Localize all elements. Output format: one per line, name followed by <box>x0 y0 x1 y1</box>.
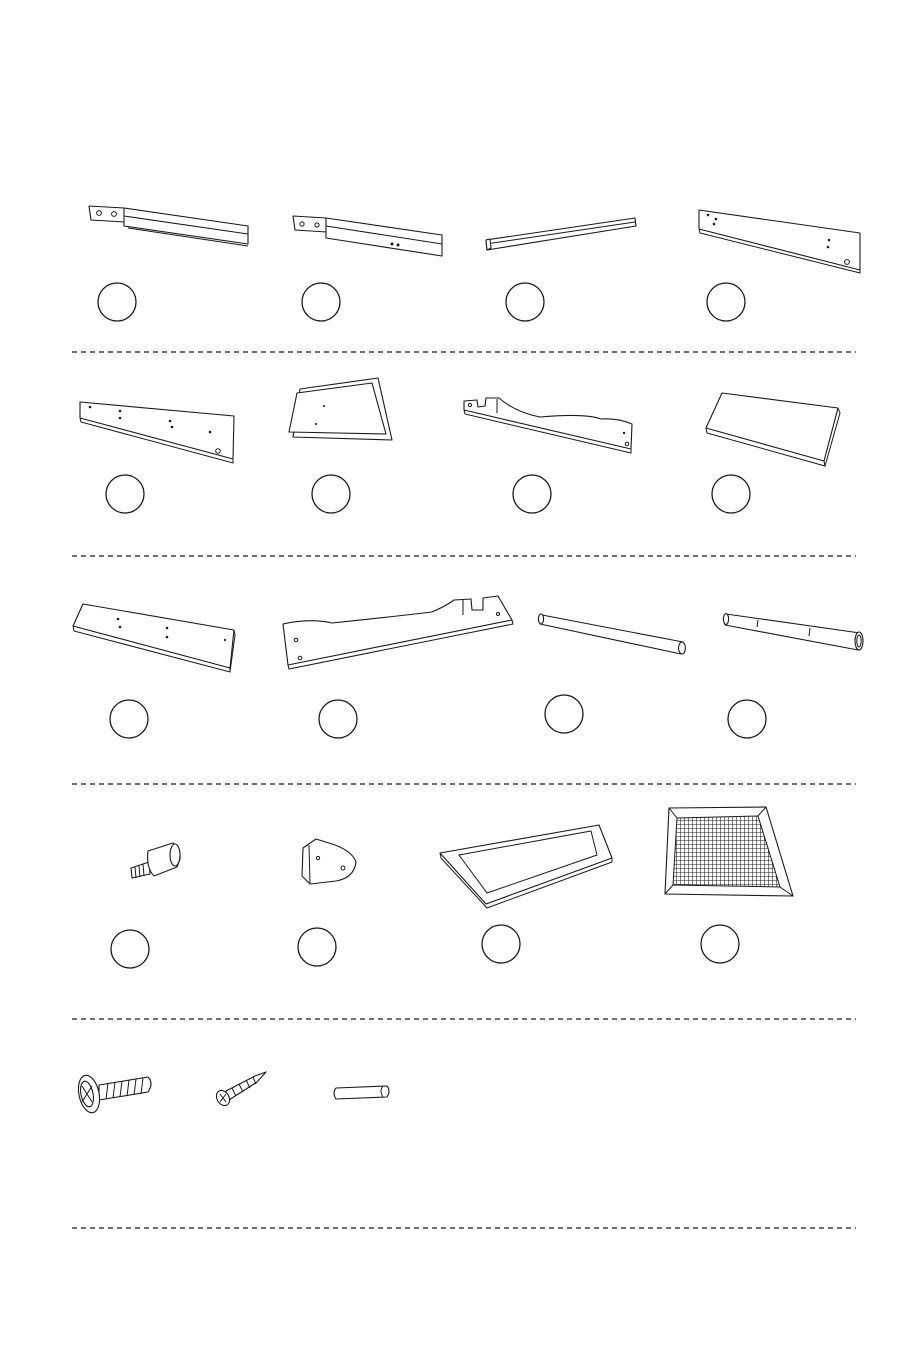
part-c-square-bar <box>486 218 636 250</box>
badge-14 <box>298 928 336 966</box>
part-m-threaded-foot <box>131 843 180 878</box>
part-k-round-tube <box>538 614 685 654</box>
badge-8 <box>712 475 750 513</box>
badge-4 <box>707 283 745 321</box>
part-h-board <box>706 393 840 466</box>
badge-1 <box>98 283 136 321</box>
part-f-flat-sheet <box>289 378 392 440</box>
badge-10 <box>319 700 357 738</box>
badge-6 <box>312 475 350 513</box>
part-p-mesh-screen <box>665 807 793 896</box>
part-a-rail-with-tab <box>89 206 248 246</box>
part-j-shaped-rail <box>283 596 513 669</box>
hardware-bolt-icon <box>75 1073 151 1114</box>
part-l-hollow-tube <box>723 614 863 651</box>
badge-13 <box>111 930 149 968</box>
part-i-long-panel <box>73 604 235 672</box>
badge-9 <box>110 700 148 738</box>
hardware-dowel-icon <box>334 1086 389 1099</box>
part-b-rail-with-tab <box>293 216 442 256</box>
part-e-long-panel <box>80 402 234 463</box>
badge-16 <box>701 925 739 963</box>
badge-5 <box>106 475 144 513</box>
badge-7 <box>513 475 551 513</box>
badge-3 <box>506 283 544 321</box>
part-o-frame-tray <box>440 825 612 908</box>
part-n-bracket <box>302 839 356 884</box>
part-d-side-panel <box>699 210 860 273</box>
badge-2 <box>302 283 340 321</box>
badge-11 <box>545 695 583 733</box>
hardware-screw-icon <box>214 1072 266 1108</box>
badge-15 <box>482 925 520 963</box>
badge-12 <box>728 700 766 738</box>
part-g-shaped-rail <box>464 398 632 453</box>
